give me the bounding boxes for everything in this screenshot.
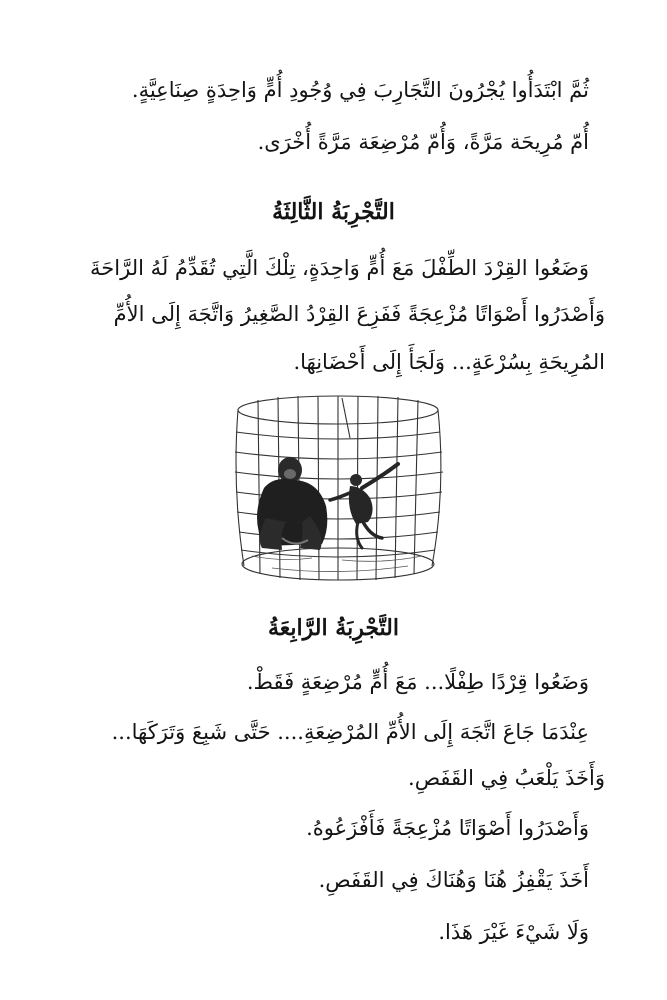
experiment-4-line-2: عِنْدَمَا جَاعَ اتَّجَهَ إِلَى الأُمِّ المُرْضِعَةِ.... حَتَّى شَبِعَ وَتَرَكَهَا... — [111, 720, 589, 744]
experiment-3-line-1: وَضَعُوا القِرْدَ الطِّفْلَ مَعَ أُمٍّ وَاحِدَةٍ، تِلْكَ الَّتِي تُقَدِّمُ لَهُ الرَّاحَةَ — [90, 256, 589, 280]
intro-line-1: ثُمَّ ابْتَدَأُوا يُجْرُونَ التَّجَارِبَ فِي وُجُودِ أُمٍّ وَاحِدَةٍ صِنَاعِيَّةٍ. — [131, 78, 589, 102]
cage-drawing — [222, 388, 454, 586]
experiment-3-title: التَّجْرِبَةُ الثَّالِثَةُ — [272, 199, 395, 225]
experiment-4-title: التَّجْرِبَةُ الرَّابِعَةُ — [268, 615, 399, 641]
experiment-4-line-1: وَضَعُوا قِرْدًا طِفْلًا... مَعَ أُمٍّ مُرْضِعَةٍ فَقَطْ. — [246, 670, 589, 694]
experiment-3-line-3: المُرِيحَةِ بِسُرْعَةٍ... وَلَجَأَ إِلَى أَحْضَانِهَا. — [293, 350, 605, 374]
intro-line-2: أُمّ مُرِيحَة مَرَّةً، وَأُمّ مُرْضِعَة مَرَّةً أُخْرَى. — [257, 130, 589, 154]
cage-floor-shading — [252, 556, 422, 572]
experiment-4-line-4: وَأَصْدَرُوا أَصْوَاتًا مُزْعِجَةً فَأَفْزَعُوهُ. — [306, 816, 589, 840]
monkeys-in-cage-illustration — [222, 388, 454, 586]
experiment-4-line-3: وَأَخَذَ يَلْعَبُ فِي القَفَصِ. — [408, 766, 605, 790]
experiment-3-line-2: وَأَصْدَرُوا أَصْوَاتًا مُزْعِجَةً فَفَزِعَ القِرْدُ الصَّغِيرُ وَاتَّجَهَ إِلَى الأُمِّ — [113, 302, 605, 326]
experiment-4-line-6: وَلَا شَيْءَ غَيْرَ هَذَا. — [438, 920, 589, 944]
adult-monkey — [257, 457, 327, 550]
baby-monkey — [330, 464, 398, 548]
experiment-4-line-5: أَخَذَ يَقْفِزُ هُنَا وَهُنَاكَ فِي القَفَصِ. — [318, 868, 589, 892]
